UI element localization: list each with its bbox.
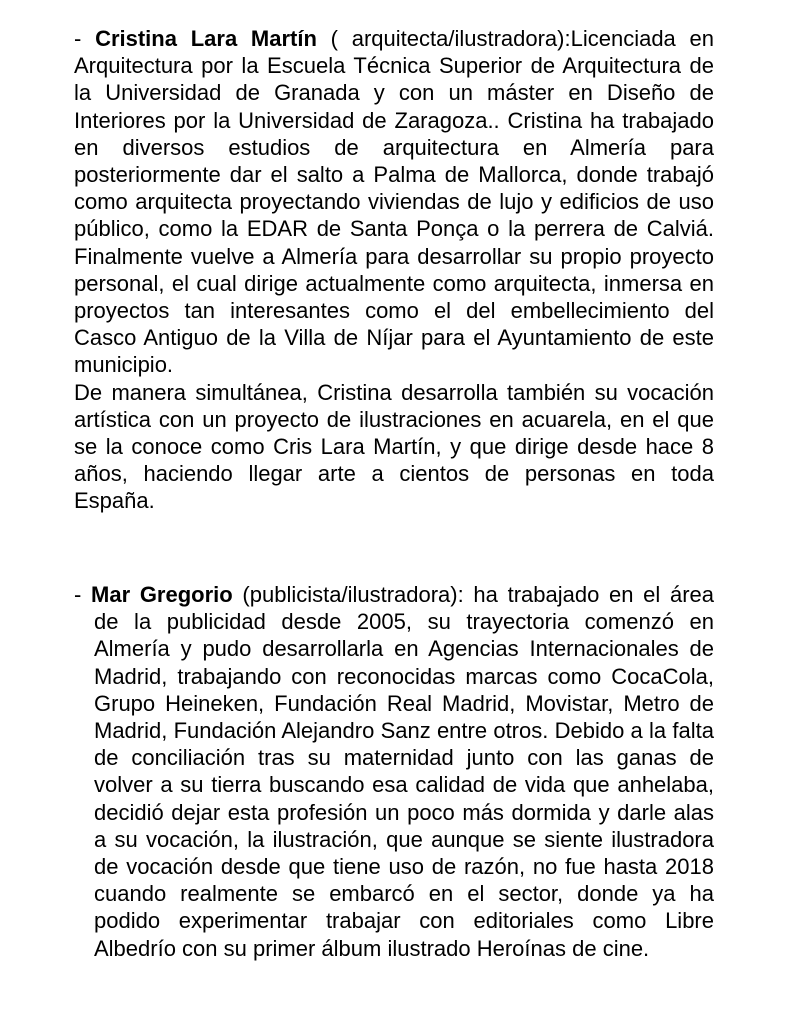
list-dash: - (74, 582, 82, 607)
bio-text: Licenciada en Arquitectura por la Escuela Técnica Superior de Arquitectura de la Universidad de Granada y con un máster en Diseño de Interiores por la Universidad de Zaragoza.. Cristina ha trabajado en diversos estudios de arquitectura en Almería para posteriormente dar el salto a Palma de Mallorca, donde trabajó como arquitecta proyectando viviendas de lujo y edificios de uso público, como la EDAR de Santa Ponça o la perrera de Calviá. Finalmente vuelve a Almería para desarrollar su propio proyecto personal, el cual dirige actualmente como arquitecta, inmersa en proyectos tan interesantes como el del embellecimiento del Casco Antiguo de la Villa de Níjar para el Ayuntamiento de este municipio. (74, 26, 714, 378)
person-role: ( arquitecta/ilustradora): (316, 26, 571, 51)
bio-paragraph (74, 25, 714, 379)
bio-paragraph-continued: De manera simultánea, Cristina desarrolla también su vocación artística con un proyecto de ilustraciones en acuarela, en el que se la conoce como Cris Lara Martín, y que dirige desde hace 8 años, haciendo llegar arte a cientos de personas en toda España. (74, 379, 714, 514)
bio-text: ha trabajado en el área de la publicidad desde 2005, su trayectoria comenzó en Almería y pudo desarrollarla en Agencias Internacionales de Madrid, trabajando con reconocidas marcas como CocaCola, Grupo Heineken, Fundación Real Madrid, Movistar, Metro de Madrid, Fundación Alejandro Sanz entre otros. Debido a la falta de conciliación tras su maternidad junto con las ganas de volver a su tierra buscando esa calidad de vida que anhelaba, decidió dejar esta profesión un poco más dormida y darle alas a su vocación, la ilustración, que aunque se siente ilustradora de vocación desde que tiene uso de razón, no fue hasta 2018 cuando realmente se embarcó en el sector, donde ya ha podido experimentar trabajar con editoriales como Libre Albedrío con su primer álbum ilustrado Heroínas de cine. (94, 582, 714, 961)
person-name: Cristina Lara Martín (95, 26, 317, 51)
bio-entry-mar-gregorio (74, 581, 714, 962)
list-dash: - (74, 26, 82, 51)
bio-paragraph (74, 581, 714, 962)
bio-entry-cristina-lara-martin (74, 25, 714, 515)
person-name: Mar Gregorio (91, 582, 233, 607)
person-role: (publicista/ilustradora): (232, 582, 474, 607)
